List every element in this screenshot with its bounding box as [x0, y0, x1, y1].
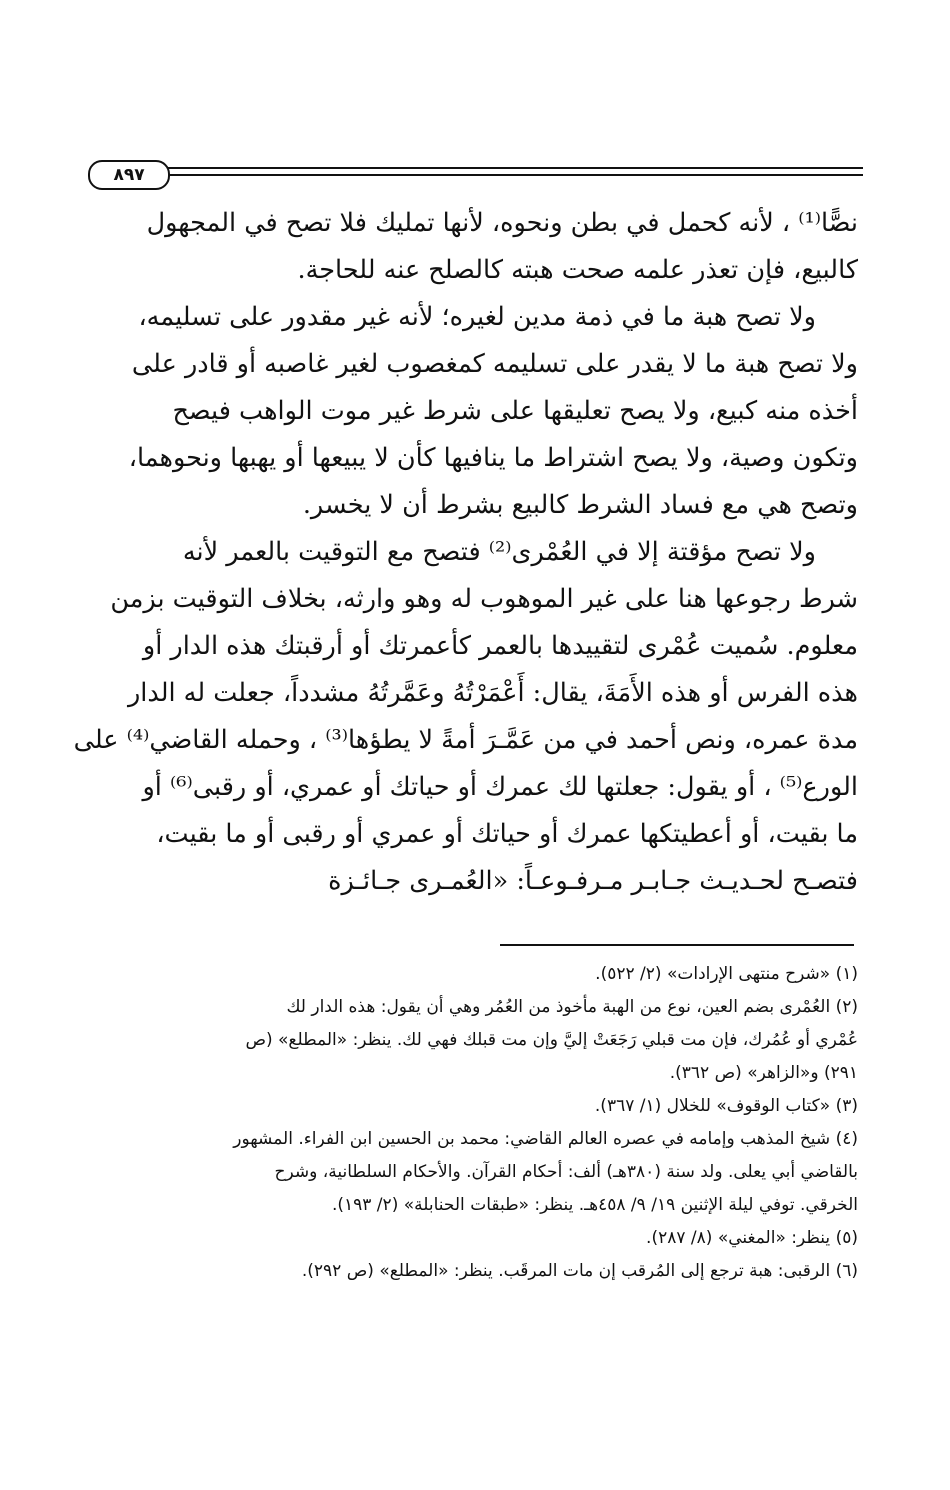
- text-line: فتصـح لحـديـث جـابـر مـرفـوعـاً: «العُمـرى جـائـزة: [328, 866, 858, 896]
- footnote-line: (٤) شيخ المذهب وإمامه في عصره العالم القاضي: محمد بن الحسين ابن الفراء. المشهور: [233, 1129, 858, 1149]
- text-line: كالبيع، فإن تعذر علمه صحت هبته كالصلح عنه للحاجة.: [297, 255, 858, 285]
- footnote-separator: [500, 944, 854, 946]
- text-line: ما بقيت، أو أعطيتكها عمرك أو حياتك أو عمري أو رقبى أو ما بقيت،: [156, 819, 858, 849]
- footnote-line: (٣) «كتاب الوقوف» للخلال (١/ ٣٦٧).: [594, 1096, 858, 1116]
- footnote-line: الخرقي. توفي ليلة الإثنين ١٩/ ٩/ ٤٥٨هـ. ينظر: «طبقات الحنابلة» (٢/ ١٩٣).: [331, 1195, 858, 1215]
- text-line: أخذه منه كبيع، ولا يصح تعليقها على شرط غير موت الواهب فيصح: [172, 396, 858, 426]
- text-line: نصًّا⁽¹⁾ ، لأنه كحمل في بطن ونحوه، لأنها تمليك فلا تصح في المجهول: [146, 208, 858, 238]
- text-line: معلوم. سُميت عُمْرى لتقييدها بالعمر كأعمرتك أو أرقبتك هذه الدار أو: [142, 631, 858, 661]
- text-line: ولا تصح مؤقتة إلا في العُمْرى⁽²⁾ فتصح مع التوقيت بالعمر لأنه: [182, 537, 816, 567]
- text-line: شرط رجوعها هنا على غير الموهوب له وهو وارثه، بخلاف التوقيت بزمن: [110, 584, 858, 614]
- text-line: هذه الفرس أو هذه الأَمَةَ، يقال: أَعْمَرْتُهُ وعَمَّرتُهُ مشدداً، جعلت له الدار: [127, 678, 858, 708]
- text-line: مدة عمره، ونص أحمد في من عَمَّـرَ أمةً لا يطؤها⁽³⁾ ، وحمله القاضي⁽⁴⁾ على: [73, 725, 858, 755]
- text-line: ولا تصح هبة ما في ذمة مدين لغيره؛ لأنه غير مقدور على تسليمه،: [138, 302, 816, 332]
- main-text: [73, 200, 858, 905]
- text-line: ولا تصح هبة ما لا يقدر على تسليمه كمغصوب لغير غاصبه أو قادر على: [131, 349, 858, 379]
- page-number-badge: [88, 160, 170, 190]
- footnote-line: بالقاضي أبي يعلى. ولد سنة (٣٨٠هـ) ألف: أحكام القرآن. والأحكام السلطانية، وشرح: [274, 1162, 858, 1182]
- footnote-line: عُمْري أو عُمُرك، فإن مت قبلي رَجَعَتْ إليَّ وإن مت قبلك فهي لك. ينظر: «المطلع» (ص: [245, 1030, 858, 1050]
- footnote-line: ٢٩١) و«الزاهر» (ص ٣٦٢).: [669, 1063, 858, 1083]
- footnote-line: (٢) العُمْرى بضم العين، نوع من الهبة مأخوذ من العُمُر وهي أن يقول: هذه الدار لك: [286, 997, 858, 1017]
- text-line: الورع⁽⁵⁾ ، أو يقول: جعلتها لك عمرك أو حياتك أو عمري، أو رقبى⁽⁶⁾ أو: [142, 772, 858, 802]
- footnote-line: (٦) الرقبى: هبة ترجع إلى المُرقب إن مات المرقَب. ينظر: «المطلع» (ص ٢٩٢).: [301, 1261, 858, 1281]
- text-line: وتكون وصية، ولا يصح اشتراط ما ينافيها كأن لا يبيعها أو يهبها ونحوهما،: [128, 443, 858, 473]
- page-header: [88, 160, 863, 190]
- header-rule-bottom: [160, 174, 863, 176]
- header-rule-top: [160, 167, 863, 169]
- page-number: ٨٩٧: [113, 165, 145, 185]
- text-line: وتصح هي مع فساد الشرط كالبيع بشرط أن لا يخسر.: [302, 490, 858, 520]
- footnote-line: (١) «شرح منتهى الإرادات» (٢/ ٥٢٢).: [595, 964, 858, 984]
- footnote-line: (٥) ينظر: «المغني» (٨/ ٢٨٧).: [646, 1228, 858, 1248]
- footnotes: [98, 958, 858, 1288]
